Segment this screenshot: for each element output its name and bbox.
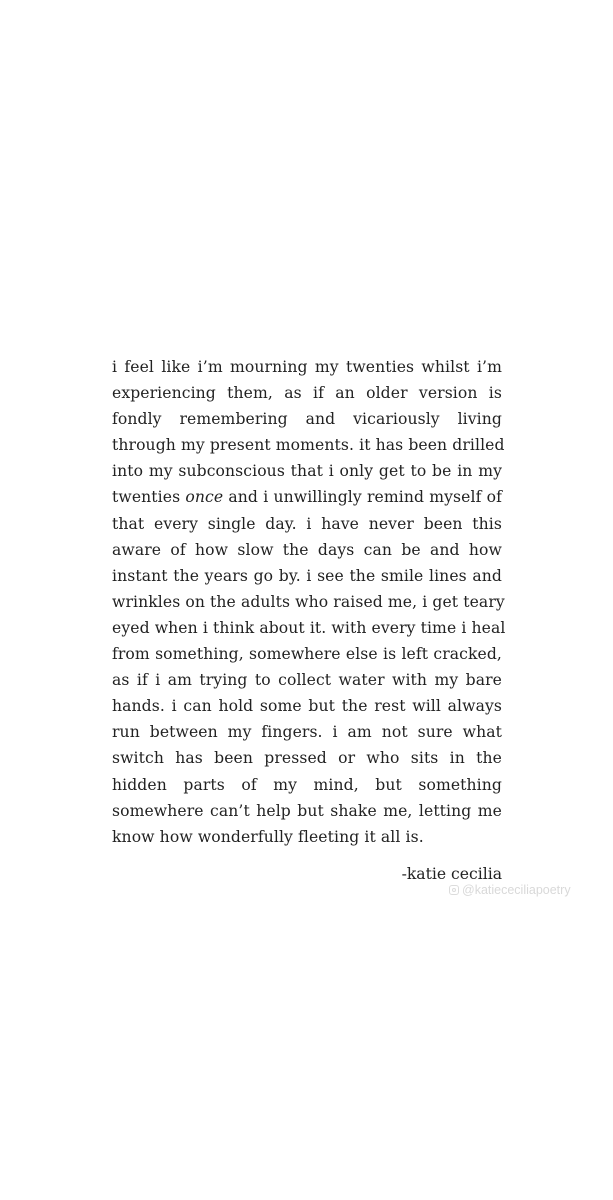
watermark-handle: @katiececiliapoetry [462,883,571,897]
poem-line: i feel like i’m mourning my twenties whilst i’m [112,358,502,376]
poem-line: run between my fingers. i am not sure what [112,723,502,742]
poem-line: hidden parts of my mind, but something [112,775,502,794]
poem-emphasis: once [185,488,224,507]
poem-line: fondly remembering and vicariously living [112,410,502,429]
poem-line [112,484,502,510]
poem-line: know how wonderfully fleeting it all is. [112,827,424,846]
poem-line: aware of how slow the days can be and how [112,540,502,559]
poem-line: into my subconscious that i only get to be in my [112,462,502,481]
poem-line: that every single day. i have never been this [112,514,502,533]
poem-line: wrinkles on the adults who raised me, i get teary [112,592,505,611]
poem-line: somewhere can’t help but shake me, letting me [112,801,502,820]
instagram-icon [449,885,459,895]
poem-line-end: and i unwillingly remind myself of [223,488,502,507]
poem-line: as if i am trying to collect water with my bare [112,671,502,690]
poem-line: eyed when i think about it. with every time i heal [112,618,506,637]
poem-line: experiencing them, as if an older version is [112,384,502,403]
poem-line: switch has been pressed or who sits in the [112,749,502,768]
watermark [449,882,571,898]
poem-line: hands. i can hold some but the rest will always [112,697,502,716]
poem-line-start: twenties [112,488,186,507]
poem-line: instant the years go by. i see the smile lines and [112,566,502,585]
author-signature: -katie cecilia [401,865,502,883]
poem-line: through my present moments. it has been drilled [112,436,505,455]
poem-line: from something, somewhere else is left cracked, [112,645,502,664]
poem-body [112,354,506,850]
